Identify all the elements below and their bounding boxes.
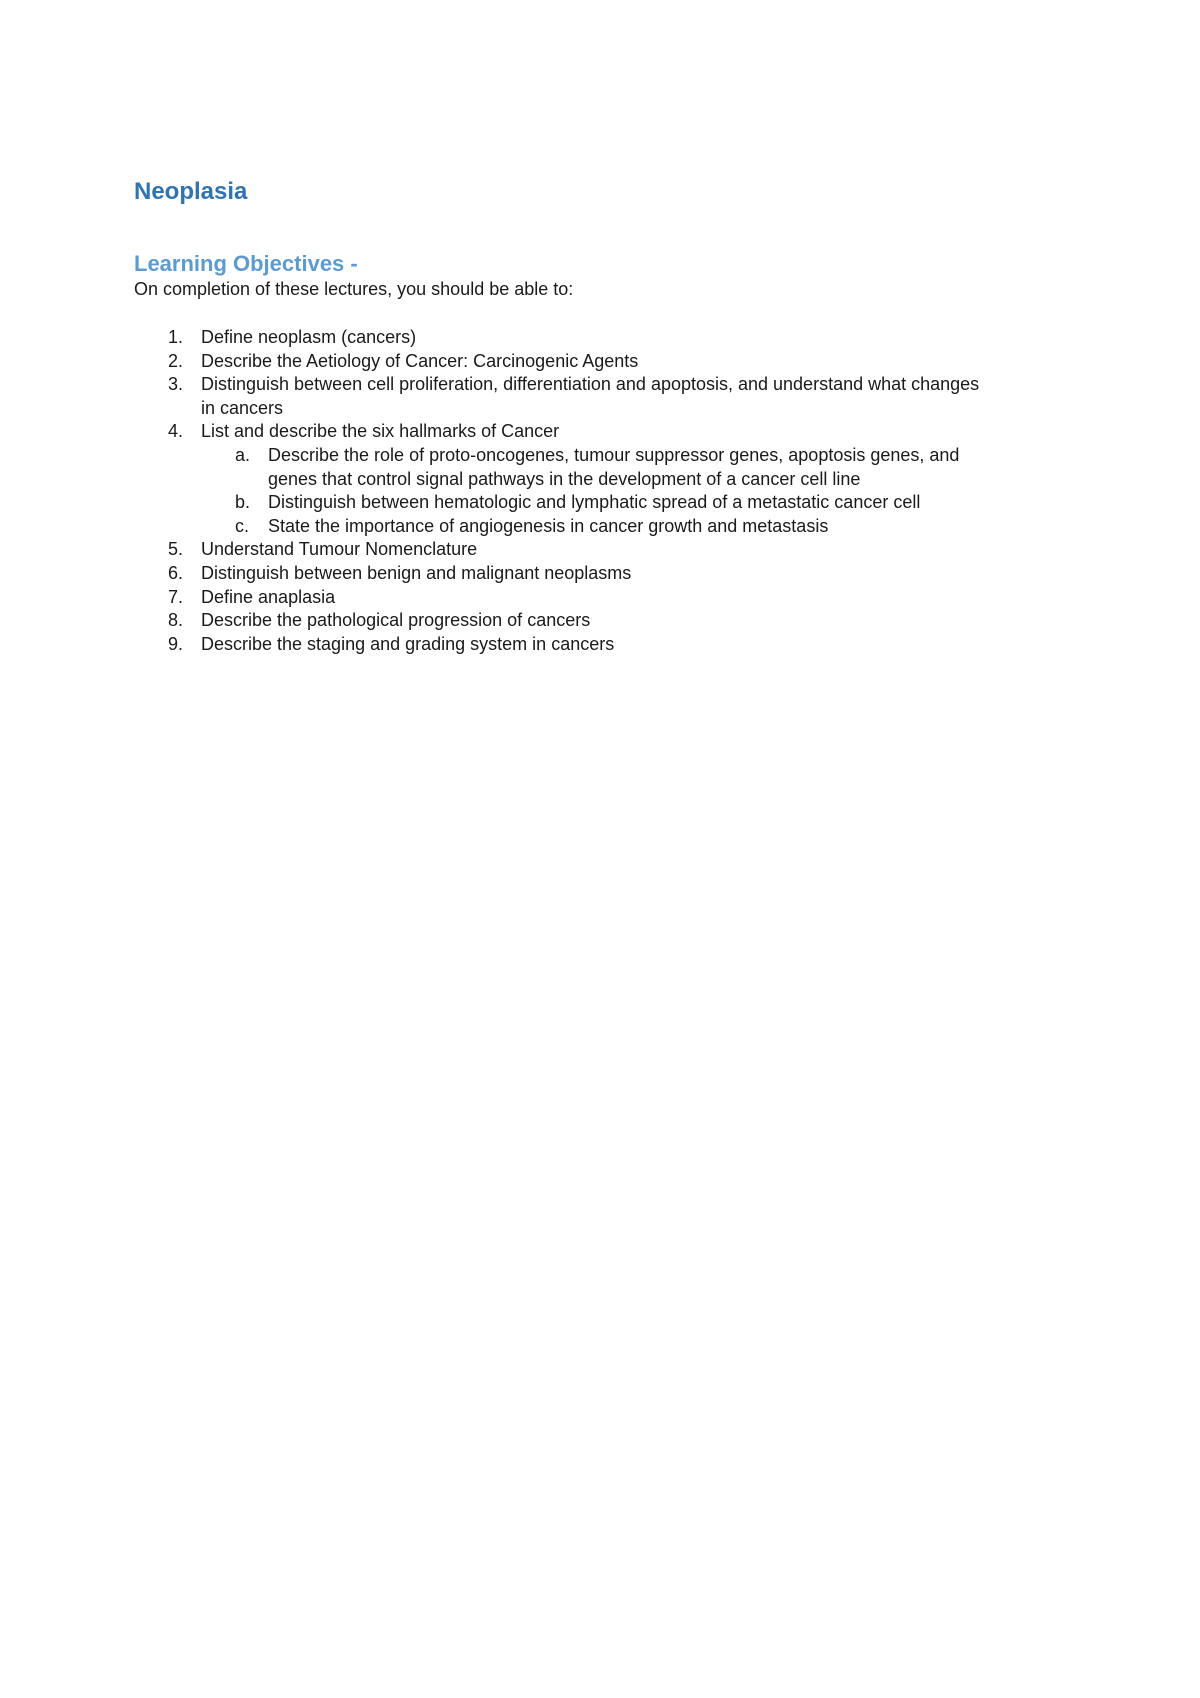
item-number: 2. bbox=[168, 350, 184, 371]
list-item bbox=[134, 420, 984, 444]
item-number: 7. bbox=[168, 586, 184, 607]
item-text: Describe the Aetiology of Cancer: Carcinogenic Agents bbox=[201, 350, 639, 371]
sub-list-item bbox=[201, 491, 984, 515]
item-text: List and describe the six hallmarks of Cancer bbox=[201, 421, 560, 442]
item-number: 3. bbox=[168, 374, 184, 395]
item-text: Describe the role of proto-oncogenes, tumour suppressor genes, apoptosis genes, and genes that control signal pathways in the development of a cancer cell line bbox=[268, 444, 960, 489]
item-text: Define anaplasia bbox=[201, 586, 336, 607]
item-number: 5. bbox=[168, 539, 184, 560]
item-letter: a. bbox=[235, 444, 251, 465]
item-text: Distinguish between cell proliferation, differentiation and apoptosis, and understand what changes in cancers bbox=[201, 374, 980, 418]
item-number: 8. bbox=[168, 610, 184, 631]
item-text: Describe the staging and grading system in cancers bbox=[201, 633, 615, 654]
item-number: 6. bbox=[168, 562, 184, 583]
item-number: 4. bbox=[168, 421, 184, 442]
list-item bbox=[134, 562, 984, 586]
list-item bbox=[134, 326, 984, 350]
intro-text: On completion of these lectures, you should be able to: bbox=[134, 279, 574, 299]
item-text: Understand Tumour Nomenclature bbox=[201, 539, 478, 560]
item-number: 1. bbox=[168, 327, 184, 347]
section-heading: Learning Objectives - bbox=[134, 251, 358, 276]
sub-list-item bbox=[201, 515, 984, 539]
sub-list-item bbox=[201, 444, 984, 491]
list-item bbox=[134, 609, 984, 633]
item-text: Define neoplasm (cancers) bbox=[201, 327, 417, 347]
list-item bbox=[134, 373, 984, 420]
item-text: Describe the pathological progression of cancers bbox=[201, 610, 591, 631]
item-letter: b. bbox=[235, 492, 251, 513]
item-number: 9. bbox=[168, 633, 184, 654]
item-text: Distinguish between hematologic and lymphatic spread of a metastatic cancer cell bbox=[268, 492, 921, 513]
item-letter: c. bbox=[235, 515, 250, 536]
list-item bbox=[134, 633, 984, 657]
item-text: State the importance of angiogenesis in cancer growth and metastasis bbox=[268, 515, 829, 536]
list-item bbox=[134, 586, 984, 610]
list-item bbox=[134, 350, 984, 374]
objectives-list bbox=[134, 326, 984, 656]
item-text: Distinguish between benign and malignant neoplasms bbox=[201, 562, 632, 583]
list-item bbox=[134, 538, 984, 562]
page-title: Neoplasia bbox=[134, 178, 248, 205]
